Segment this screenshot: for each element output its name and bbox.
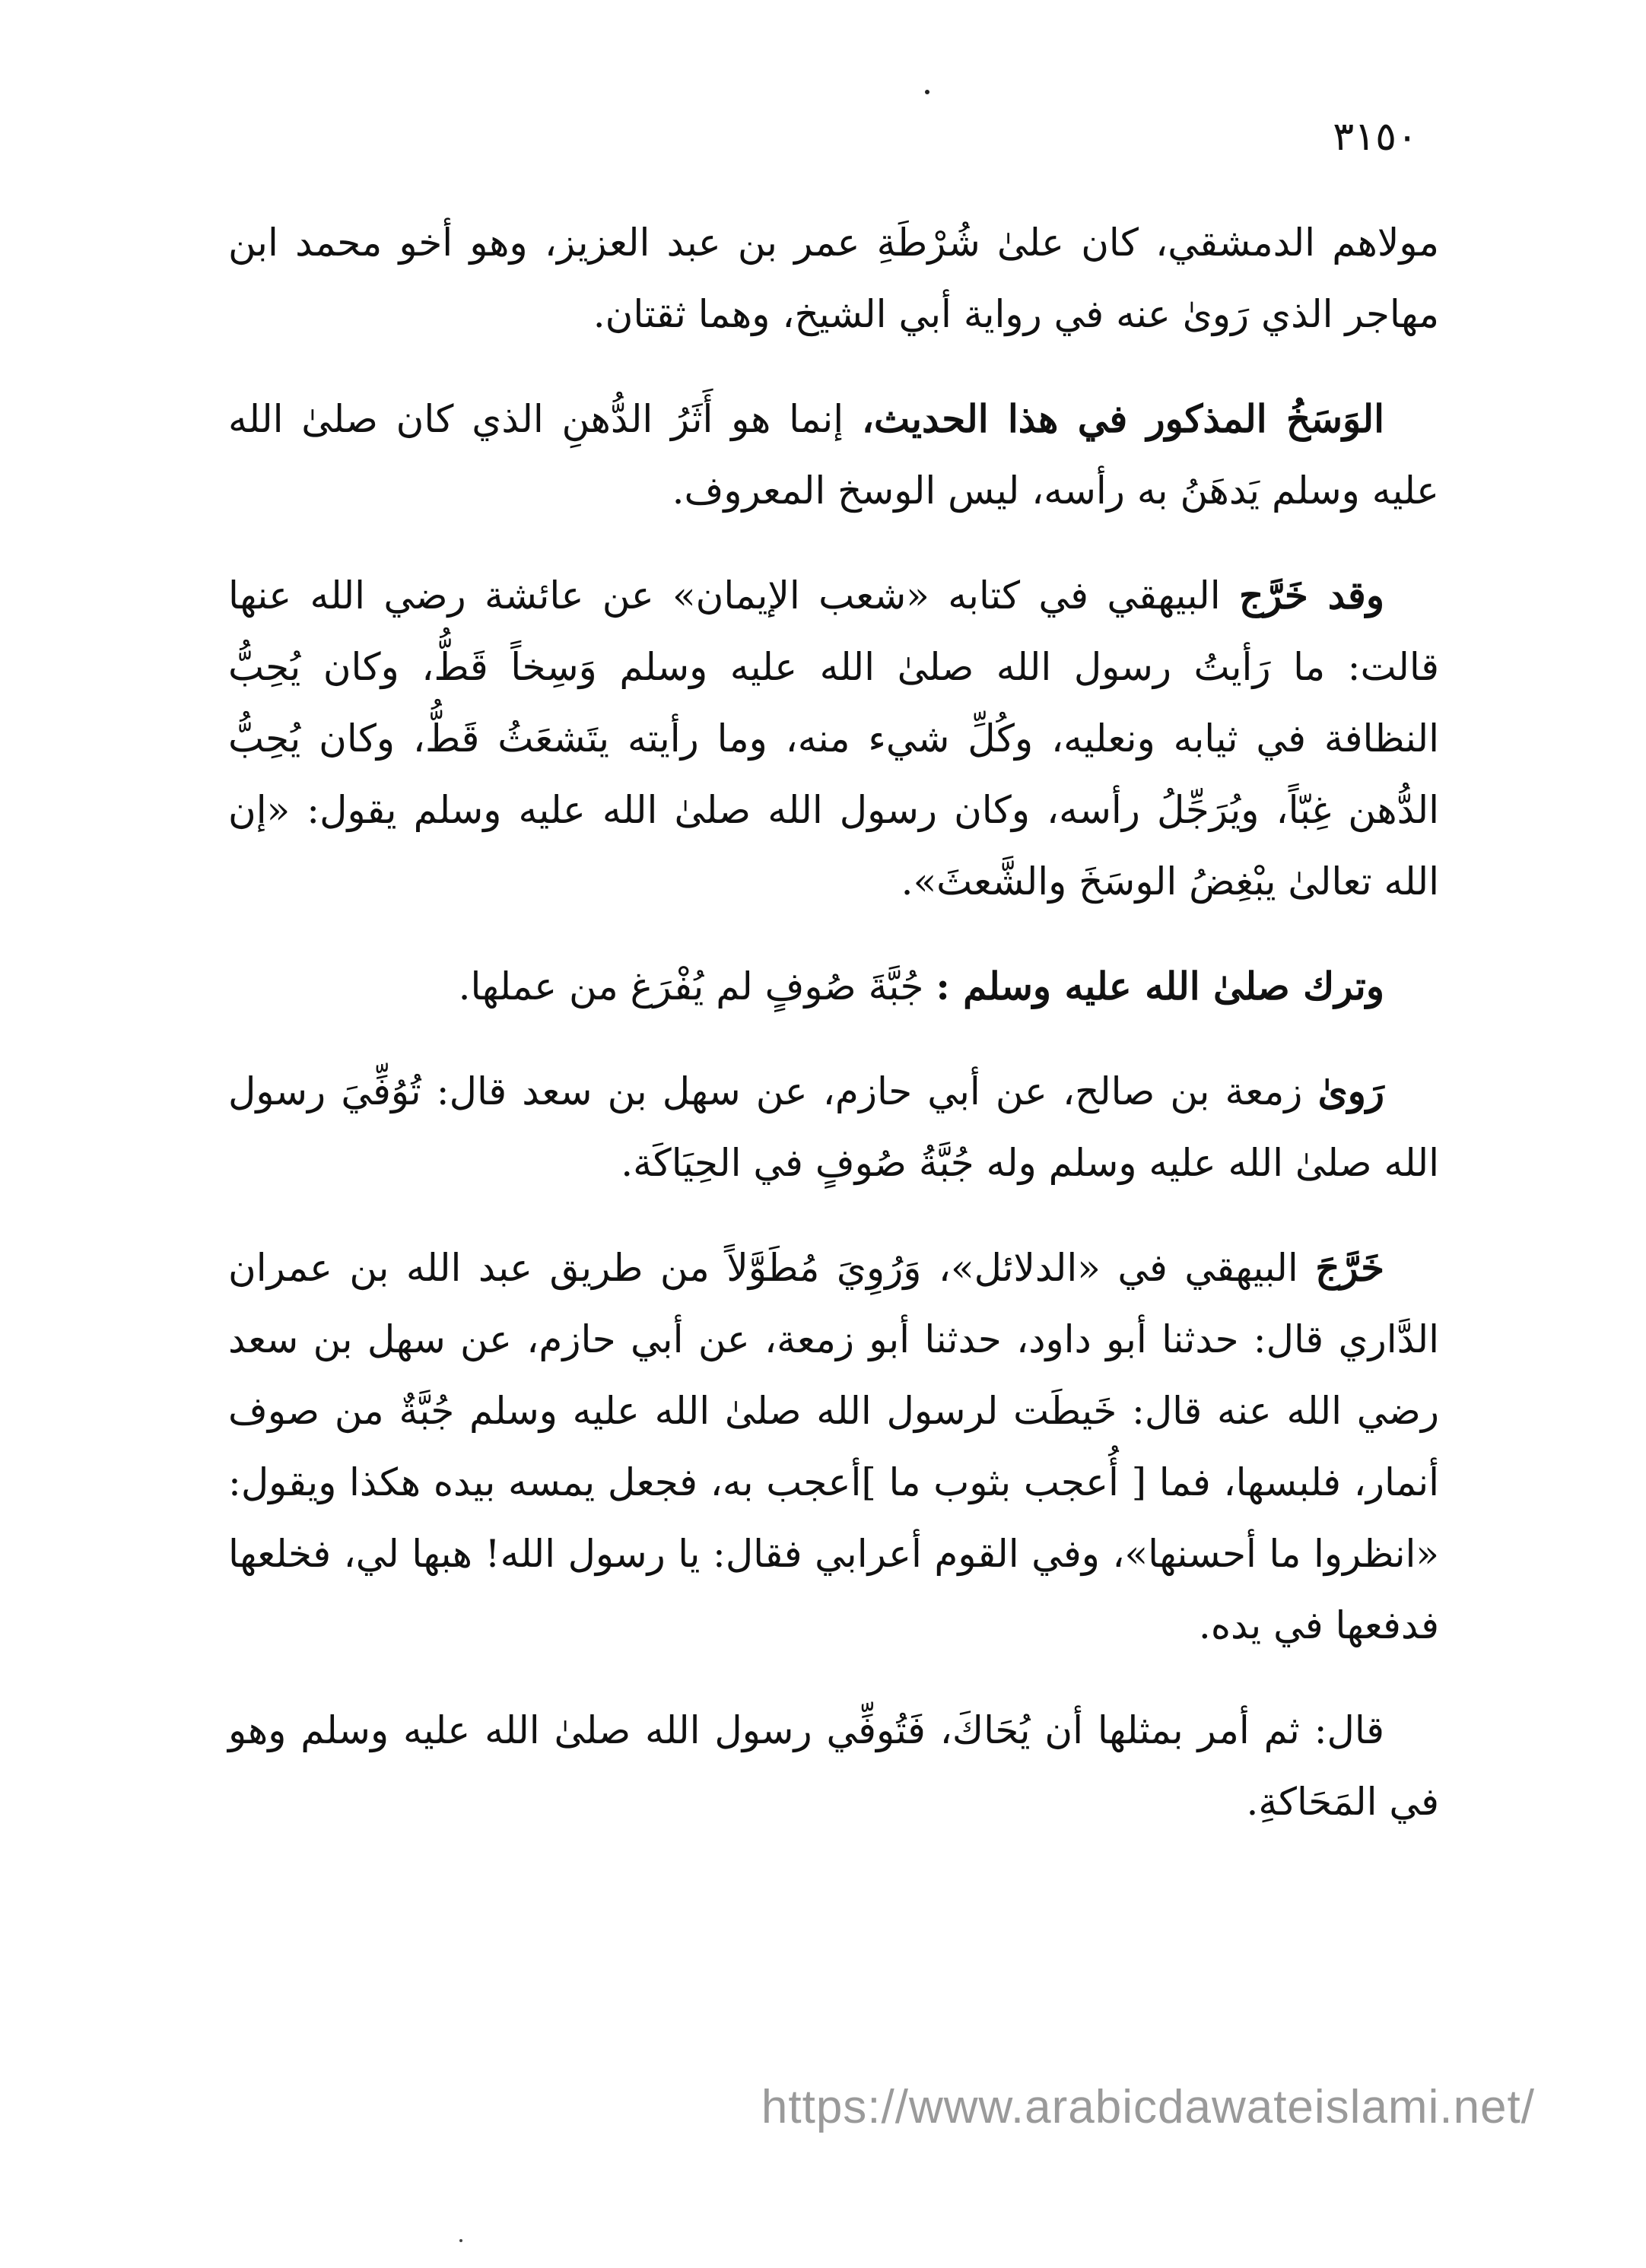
paragraph-7-text: قال: ثم أمر بمثلها أن يُحَاكَ، فَتُوفِّي رسول الله صلىٰ الله عليه وسلم وهو في المَحَاكةِ. <box>228 1708 1439 1824</box>
body-text <box>228 207 1439 1871</box>
paragraph-4-lead: وترك صلىٰ الله عليه وسلم : <box>936 964 1384 1009</box>
paragraph-1 <box>228 207 1439 350</box>
paragraph-2 <box>228 383 1439 526</box>
paragraph-6-lead: خَرَّجَ <box>1315 1245 1384 1290</box>
paragraph-3-text: البيهقي في كتابه «شعب الإيمان» عن عائشة رضي الله عنها قالت: ما رَأيتُ رسول الله صلىٰ الله عليه وسلم وَسِخاً قَطُّ، وكان يُحِبُّ النظافة في ثيابه ونعليه، وكُلِّ شيء منه، وما رأيته يتَشعَثُ قَطُّ، وكان يُحِبُّ الدُّهن غِبّاً، ويُرَجِّلُ رأسه، وكان رسول الله صلىٰ الله عليه وسلم يقول: «إن الله تعالىٰ يبْغِضُ الوسَخَ والشَّعثَ». <box>228 573 1439 904</box>
page-dot-mark <box>925 90 929 94</box>
paragraph-5 <box>228 1056 1439 1199</box>
paragraph-2-lead: الوَسَخُ المذكور في هذا الحديث، <box>861 396 1384 441</box>
watermark-url: https://www.arabicdawateislami.net/ <box>761 2081 1535 2133</box>
paragraph-5-text: زمعة بن صالح، عن أبي حازم، عن سهل بن سعد قال: تُوُفِّيَ رسول الله صلىٰ الله عليه وسلم وله جُبَّةُ صُوفٍ في الحِيَاكَة. <box>228 1069 1439 1185</box>
paragraph-1-text: مولاهم الدمشقي، كان علىٰ شُرْطَةِ عمر بن عبد العزيز، وهو أخو محمد ابن مهاجر الذي رَوىٰ عنه في رواية أبي الشيخ، وهما ثقتان. <box>228 221 1439 336</box>
paragraph-4 <box>228 951 1439 1022</box>
page-number: ٣١٥٠ <box>1333 114 1418 160</box>
paragraph-6 <box>228 1232 1439 1661</box>
paragraph-6-text: البيهقي في «الدلائل»، وَرُوِيَ مُطَوَّلاً من طريق عبد الله بن عمران الدَّاري قال: حدثنا أبو داود، حدثنا أبو زمعة، عن أبي حازم، عن سهل بن سعد رضي الله عنه قال: خَيطَت لرسول الله صلىٰ الله عليه وسلم جُبَّةٌ من صوف أنمار، فلبسها، فما [ أُعجب بثوب ما ]أعجب به، فجعل يمسه بيده هكذا ويقول: «انظروا ما أحسنها»، وفي القوم أعرابي فقال: يا رسول الله! هبها لي، فخلعها فدفعها في يده. <box>228 1246 1439 1647</box>
paragraph-4-text: جُبَّةَ صُوفٍ لم يُفْرَغ من عملها. <box>458 964 936 1009</box>
paragraph-3 <box>228 560 1439 917</box>
footer-dot-mark <box>459 2239 462 2242</box>
paragraph-2-text: إنما هو أَثَرُ الدُّهنِ الذي كان صلىٰ الله عليه وسلم يَدهَنُ به رأسه، ليس الوسخ المعروف. <box>228 397 1439 513</box>
paragraph-7 <box>228 1695 1439 1838</box>
paragraph-3-lead: وقد خَرَّج <box>1239 573 1384 618</box>
paragraph-5-lead: رَوىٰ <box>1317 1069 1384 1113</box>
